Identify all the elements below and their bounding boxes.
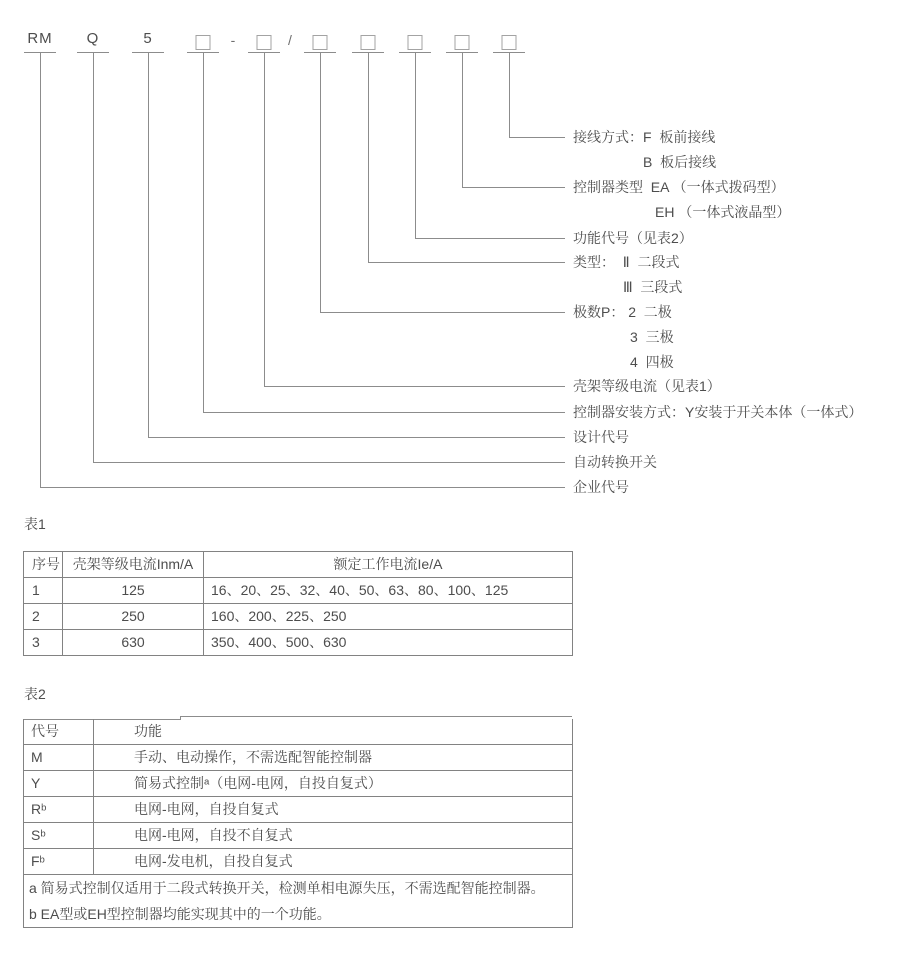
table2-top-border-right-segment — [180, 716, 572, 717]
table1-cell: 1 — [24, 578, 63, 604]
code-letter-q: Q — [86, 30, 100, 47]
table1-header-index: 序号 — [24, 552, 63, 578]
label-type-two-stage: 类型： Ⅱ 二段式 — [573, 254, 680, 270]
table1 — [23, 551, 573, 656]
table2-code-cell: Fᵇ — [24, 849, 94, 875]
table2-row — [24, 823, 573, 849]
code-placeholder-box-7 — [502, 35, 517, 50]
table2-function-cell: 简易式控制ᵃ（电网-电网，自投自复式） — [94, 771, 573, 797]
code-letter-5: 5 — [143, 30, 153, 47]
connector-vertical — [93, 53, 94, 462]
table2-function-cell: 电网-电网，自投不自复式 — [94, 823, 573, 849]
connector-vertical — [320, 53, 321, 312]
label-wiring-mode-b: B 板后接线 — [643, 154, 717, 170]
connector-vertical — [264, 53, 265, 386]
table1-cell: 3 — [24, 630, 63, 656]
table2-header-code: 代号 — [24, 719, 94, 745]
connector-horizontal — [203, 412, 565, 413]
label-enterprise-code: 企业代号 — [573, 479, 629, 495]
label-controller-type: 控制器类型 EA （一体式拨码型） — [573, 179, 785, 195]
footnote-b: b EA型或EH型控制器均能实现其中的一个功能。 — [29, 906, 331, 922]
table1-cell: 630 — [63, 630, 204, 656]
code-placeholder-box-4 — [361, 35, 376, 50]
table2 — [23, 719, 573, 928]
connector-horizontal — [40, 487, 565, 488]
connector-horizontal — [509, 137, 565, 138]
code-placeholder-box-6 — [455, 35, 470, 50]
table2-code-cell: Sᵇ — [24, 823, 94, 849]
label-frame-current: 壳架等级电流（见表1） — [573, 378, 721, 394]
table2-header-function: 功能 — [94, 719, 573, 745]
table1-cell: 125 — [63, 578, 204, 604]
code-placeholder-box-1 — [196, 35, 211, 50]
label-controller-type-eh: EH （一体式液晶型） — [655, 204, 791, 220]
connector-vertical — [509, 53, 510, 137]
table1-header-row — [24, 552, 573, 578]
table1-row — [24, 578, 573, 604]
code-placeholder-box-3 — [313, 35, 328, 50]
code-letter-rm: RM — [27, 30, 53, 47]
table2-header-row — [24, 719, 573, 745]
connector-horizontal — [320, 312, 565, 313]
table1-cell: 2 — [24, 604, 63, 630]
table1-header-frame-current: 壳架等级电流Inm/A — [63, 552, 204, 578]
connector-horizontal — [93, 462, 565, 463]
footnote-a: a 简易式控制仅适用于二段式转换开关，检测单相电源失压，不需选配智能控制器。 — [29, 880, 545, 896]
label-function-code: 功能代号（见表2） — [573, 230, 693, 246]
connector-vertical — [148, 53, 149, 437]
connector-vertical — [462, 53, 463, 187]
table2-code-cell: Rᵇ — [24, 797, 94, 823]
table2-function-cell: 电网-电网，自投自复式 — [94, 797, 573, 823]
label-poles-3: 3 三极 — [630, 329, 674, 345]
connector-horizontal — [462, 187, 565, 188]
label-controller-mounting: 控制器安装方式：Y安装于开关本体（一体式） — [573, 404, 863, 420]
table2-row — [24, 797, 573, 823]
label-design-code: 设计代号 — [573, 429, 629, 445]
table2-function-cell: 手动、电动操作，不需选配智能控制器 — [94, 745, 573, 771]
label-wiring-mode: 接线方式：F 板前接线 — [573, 129, 716, 145]
table2-code-cell: Y — [24, 771, 94, 797]
table1-row — [24, 604, 573, 630]
code-separator-dash: - — [230, 32, 236, 48]
connector-vertical — [203, 53, 204, 412]
table2-footnotes-cell — [24, 875, 573, 928]
code-placeholder-box-5 — [408, 35, 423, 50]
code-separator-slash: / — [288, 32, 292, 48]
table2-title: 表2 — [24, 686, 46, 702]
label-type-three-stage: Ⅲ 三段式 — [623, 279, 683, 295]
connector-vertical — [415, 53, 416, 238]
table1-header-rated-current: 额定工作电流Ie/A — [204, 552, 573, 578]
table2-code-cell: M — [24, 745, 94, 771]
table2-row — [24, 771, 573, 797]
label-poles-2: 极数P： 2 二极 — [573, 304, 672, 320]
connector-horizontal — [415, 238, 565, 239]
label-poles-4: 4 四极 — [630, 354, 674, 370]
table1-cell: 250 — [63, 604, 204, 630]
connector-vertical — [368, 53, 369, 262]
table1-cell: 350、400、500、630 — [204, 630, 573, 656]
connector-vertical — [40, 53, 41, 487]
table2-function-cell: 电网-发电机，自投自复式 — [94, 849, 573, 875]
table1-row — [24, 630, 573, 656]
table1-cell: 160、200、225、250 — [204, 604, 573, 630]
table2-row — [24, 849, 573, 875]
table2-row — [24, 745, 573, 771]
table2-footnote-row — [24, 875, 573, 928]
connector-horizontal — [264, 386, 565, 387]
connector-horizontal — [368, 262, 565, 263]
table1-title: 表1 — [24, 516, 46, 532]
connector-horizontal — [148, 437, 565, 438]
table1-cell: 16、20、25、32、40、50、63、80、100、125 — [204, 578, 573, 604]
label-auto-transfer-switch: 自动转换开关 — [573, 454, 657, 470]
code-placeholder-box-2 — [257, 35, 272, 50]
